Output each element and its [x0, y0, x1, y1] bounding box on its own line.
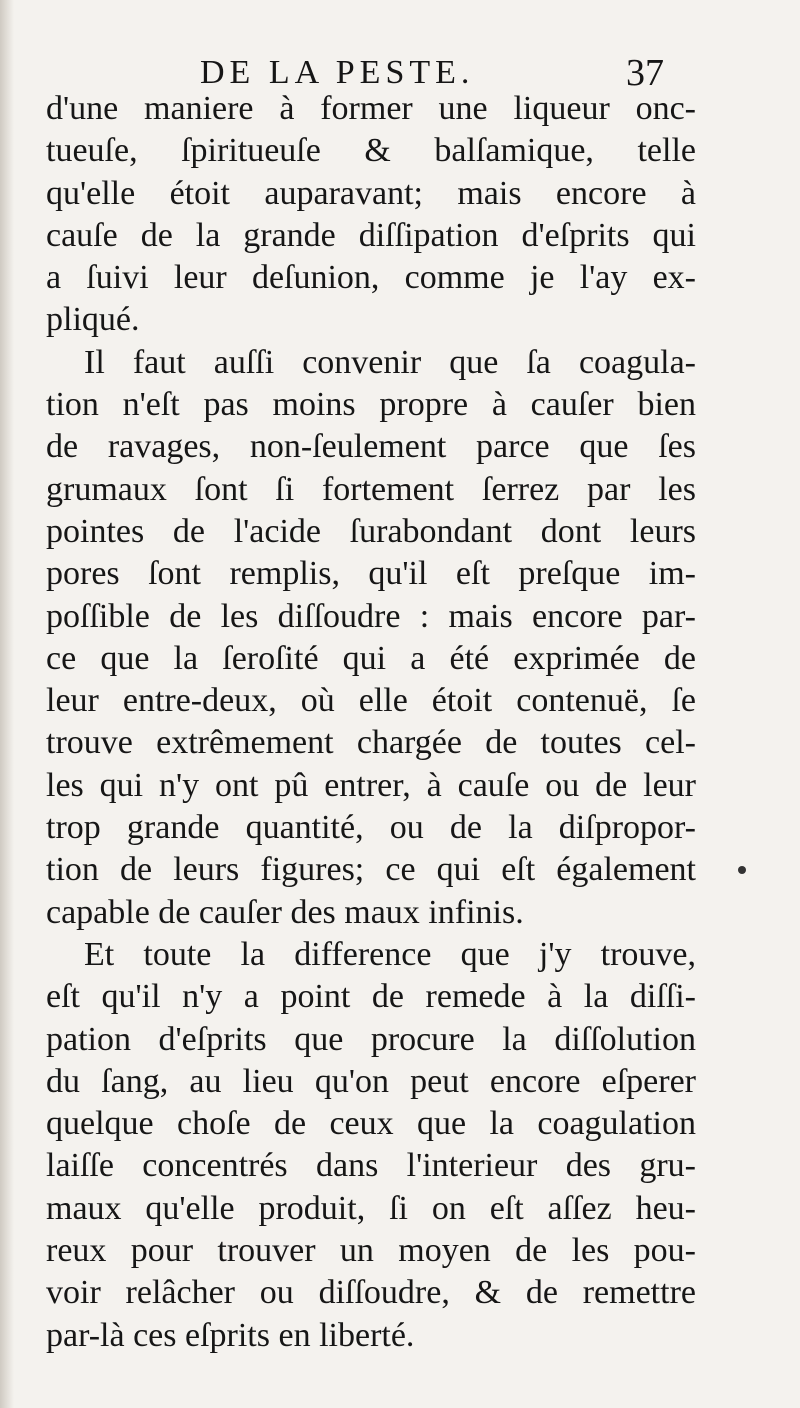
text-line: ce que la ſeroſité qui a été exprimée de	[46, 639, 696, 677]
text-line: grumaux ſont ſi fortement ſerrez par les	[46, 470, 696, 508]
text-line: du ſang, au lieu qu'on peut encore eſperer	[46, 1062, 696, 1100]
text-line: poſſible de les diſſoudre : mais encore par-	[46, 597, 696, 635]
text-line: tion de leurs figures; ce qui eſt également	[46, 851, 696, 889]
text-line: laiſſe concentrés dans l'interieur des gru-	[46, 1147, 696, 1185]
text-line: trouve extrêmement chargée de toutes cel-	[46, 724, 696, 762]
text-line: maux qu'elle produit, ſi on eſt aſſez heu-	[46, 1189, 696, 1227]
text-line: trop grande quantité, ou de la diſpropor-	[46, 809, 696, 847]
text-line: Et toute la difference que j'y trouve,	[84, 935, 696, 973]
text-line: cauſe de la grande diſſipation d'eſprits qui	[46, 216, 696, 254]
text-line: a ſuivi leur deſunion, comme je l'ay ex-	[46, 259, 696, 297]
text-line: de ravages, non-ſeulement parce que ſes	[46, 428, 696, 466]
text-line: tueuſe, ſpiritueuſe & balſamique, telle	[46, 132, 696, 170]
text-line: quelque choſe de ceux que la coagulation	[46, 1105, 696, 1143]
text-line: capable de cauſer des maux infinis.	[46, 893, 524, 931]
text-line: d'une maniere à former une liqueur onc-	[46, 90, 696, 127]
body-text	[46, 88, 696, 1357]
text-line: par-là ces eſprits en liberté.	[46, 1316, 415, 1354]
page-number: 37	[626, 52, 664, 94]
text-line: qu'elle étoit auparavant; mais encore à	[46, 174, 696, 212]
text-line: reux pour trouver un moyen de les pou-	[46, 1232, 696, 1270]
text-line: tion n'eſt pas moins propre à cauſer bien	[46, 386, 696, 424]
text-line: pointes de l'acide ſurabondant dont leurs	[46, 512, 696, 550]
ink-spot	[738, 866, 746, 874]
text-line: les qui n'y ont pû entrer, à cauſe ou de leur	[46, 766, 696, 804]
running-title: DE LA PESTE.	[200, 54, 475, 91]
text-line: eſt qu'il n'y a point de remede à la diſſi-	[46, 978, 696, 1016]
text-line: Il faut auſſi convenir que ſa coagula-	[84, 343, 696, 381]
text-line: pliqué.	[46, 301, 140, 339]
text-line: leur entre-deux, où elle étoit contenuë, ſe	[46, 682, 696, 720]
text-line: pores ſont remplis, qu'il eſt preſque im-	[46, 555, 696, 593]
text-line: pation d'eſprits que procure la diſſolution	[46, 1020, 696, 1058]
text-line: voir relâcher ou diſſoudre, & de remettre	[46, 1274, 696, 1312]
